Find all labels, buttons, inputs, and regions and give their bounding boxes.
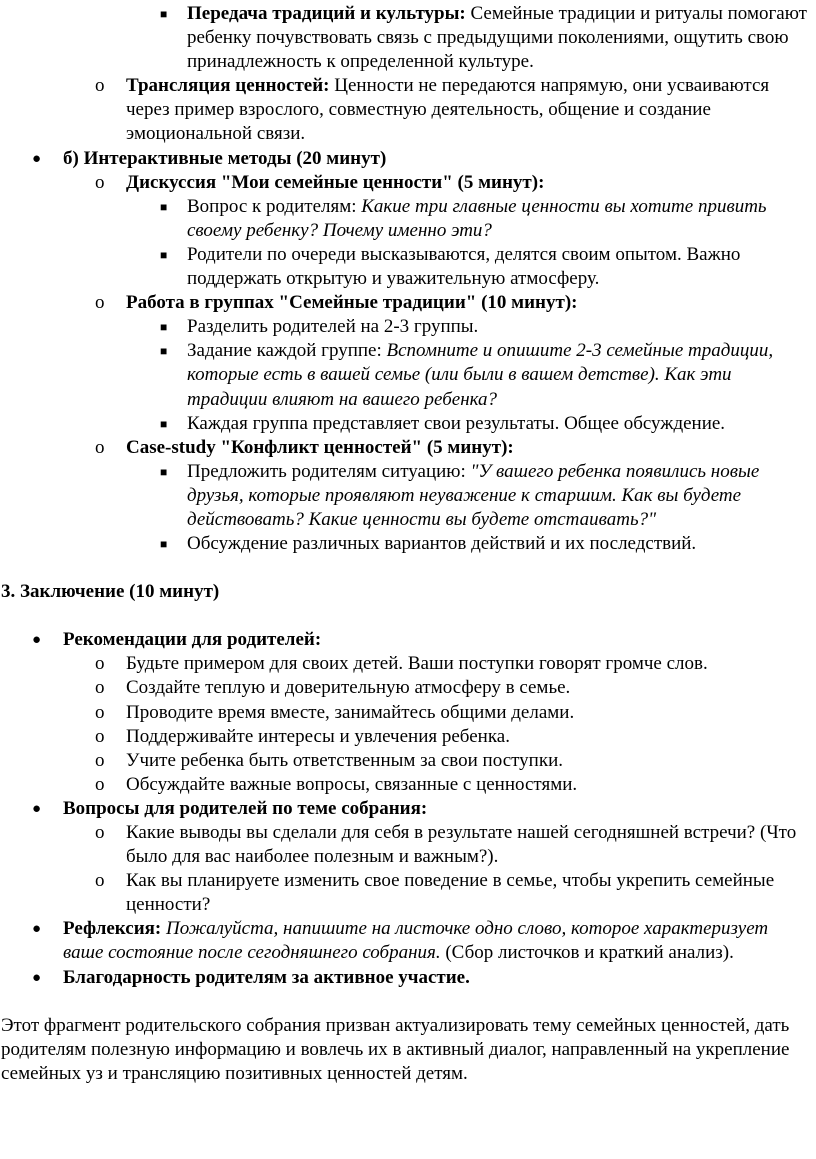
body-text: Учите ребенка быть ответственным за свои поступки. [126,749,563,771]
list-item-level-2 [95,436,811,460]
body-text: Какие выводы вы сделали для себя в результате нашей сегодняшней встречи? (Что было для вас наиболее полезным и важным?). [126,822,797,868]
list-item-level-2 [95,171,811,195]
list-item-level-2 [95,725,811,749]
body-text: Поддерживайте интересы и увлечения ребенка. [126,725,510,747]
list-item-level-2 [95,74,811,146]
italic-text: Вспомните и опишите 2-3 семейные традиции, которые есть в вашей семье (или были в вашем детстве). Как эти традиции влияют на вашего ребенка? [187,340,774,410]
square-bullet-icon: ■ [160,7,168,21]
square-bullet-icon: ■ [160,320,168,335]
circle-bullet-icon: o [95,677,105,699]
square-bullet-icon: ■ [160,416,168,431]
list-item-level-2 [95,291,811,315]
list-item-level-2 [95,869,811,917]
body-text: Создайте теплую и доверительную атмосферу в семье. [126,677,571,699]
body-text: Обсуждайте важные вопросы, связанные с ценностями. [126,773,578,795]
body-text: Задание каждой группе: [187,340,387,362]
circle-bullet-icon: o [95,725,105,747]
list-block-interactive-methods [0,2,816,556]
list-item-level-3 [160,195,812,243]
body-text: Семейные традиции и ритуалы помогают ребенку почувствовать связь с предыдущими поколениями, ощутить свою принадлежность к определенной культуре. [187,3,807,73]
list-item-level-1 [32,966,808,990]
body-text: Обсуждение различных вариантов действий и их последствий. [187,533,697,555]
bold-text: Благодарность родителям за активное участие. [63,966,470,988]
body-text: Ценности не передаются напрямую, они усваиваются через пример взрослого, совместную деятельность, общение и создание эмоциональной связи. [126,75,770,145]
body-text: Предложить родителям ситуацию: [187,460,471,482]
round-bullet-icon: ● [32,632,42,649]
circle-bullet-icon: o [95,292,105,314]
circle-bullet-icon: o [95,749,105,771]
bold-text: Вопросы для родителей по теме собрания: [63,797,428,819]
list-item-level-3 [160,532,812,556]
round-bullet-icon: ● [32,800,42,817]
circle-bullet-icon: o [95,171,105,193]
body-text: (Сбор листочков и краткий анализ). [440,942,734,964]
italic-text: Пожалуйста, напишите на листочке одно слово, которое характеризует ваше состояние после сегодняшнего собрания. [63,918,769,964]
list-item-level-2 [95,701,811,725]
body-text: Проводите время вместе, занимайтесь общими делами. [126,701,575,723]
bold-text: Case-study "Конфликт ценностей" (5 минут): [126,436,514,458]
circle-bullet-icon: o [95,701,105,723]
square-bullet-icon: ■ [160,247,168,262]
square-bullet-icon: ■ [160,464,168,479]
bold-text: Рекомендации для родителей: [63,629,322,651]
circle-bullet-icon: o [95,653,105,675]
body-text: Вопрос к родителям: [187,195,362,217]
list-item-level-3 [160,339,812,411]
body-text: Родители по очереди высказываются, делятся своим опытом. Важно поддержать открытую и уважительную атмосферу. [187,243,741,290]
list-item-level-1 [32,628,808,652]
list-item-level-1 [32,797,808,821]
list-item-level-1 [32,917,808,965]
square-bullet-icon: ■ [160,199,168,214]
list-item-level-2 [95,676,811,700]
list-item-level-3 [160,2,812,74]
circle-bullet-icon: o [95,822,105,843]
list-item-level-2 [95,652,811,676]
list-item-level-3 [160,315,812,339]
list-item-level-1 [32,147,808,171]
list-item-level-3 [160,243,812,291]
bold-text: б) Интерактивные методы (20 минут) [63,147,387,169]
italic-text: Какие три главные ценности вы хотите привить своему ребенку? Почему именно эти? [187,195,767,241]
list-item-level-3 [160,460,812,532]
list-block-conclusion [0,628,816,989]
bold-text: Рефлексия: [63,918,162,940]
list-item-level-2 [95,821,811,869]
square-bullet-icon: ■ [160,537,168,552]
round-bullet-icon: ● [32,150,42,167]
list-item-level-2 [95,749,811,773]
body-text: Будьте примером для своих детей. Ваши поступки говорят громче слов. [126,653,708,675]
round-bullet-icon: ● [32,969,42,986]
circle-bullet-icon: o [95,75,105,97]
circle-bullet-icon: o [95,773,105,795]
bold-text: Трансляция ценностей: [126,75,330,97]
circle-bullet-icon: o [95,436,105,458]
list-item-level-2 [95,773,811,797]
list-item-level-3 [160,412,812,436]
bold-text: Передача традиций и культуры: [187,3,466,24]
body-text: Разделить родителей на 2-3 группы. [187,316,479,338]
body-text: Каждая группа представляет свои результаты. Общее обсуждение. [187,412,726,434]
square-bullet-icon: ■ [160,344,168,359]
round-bullet-icon: ● [32,921,42,938]
bold-text: Дискуссия "Мои семейные ценности" (5 минут): [126,171,545,193]
circle-bullet-icon: o [95,870,105,892]
conclusion-paragraph: Этот фрагмент родительского собрания призван актуализировать тему семейных ценностей, дать родителям полезную информацию и вовлечь их в активный диалог, направленный на укрепление семейных уз и трансляцию позитивных ценностей детям. [1,1014,790,1084]
body-text: Как вы планируете изменить свое поведение в семье, чтобы укрепить семейные ценности? [126,870,775,916]
section-heading: 3. Заключение (10 минут) [1,581,220,603]
italic-text: "У вашего ребенка появились новые друзья, которые проявляют неуважение к старшим. Как вы будете действовать? Какие ценности вы будете отстаивать?" [187,460,760,530]
bold-text: Работа в группах "Семейные традиции" (10 минут): [126,292,578,314]
